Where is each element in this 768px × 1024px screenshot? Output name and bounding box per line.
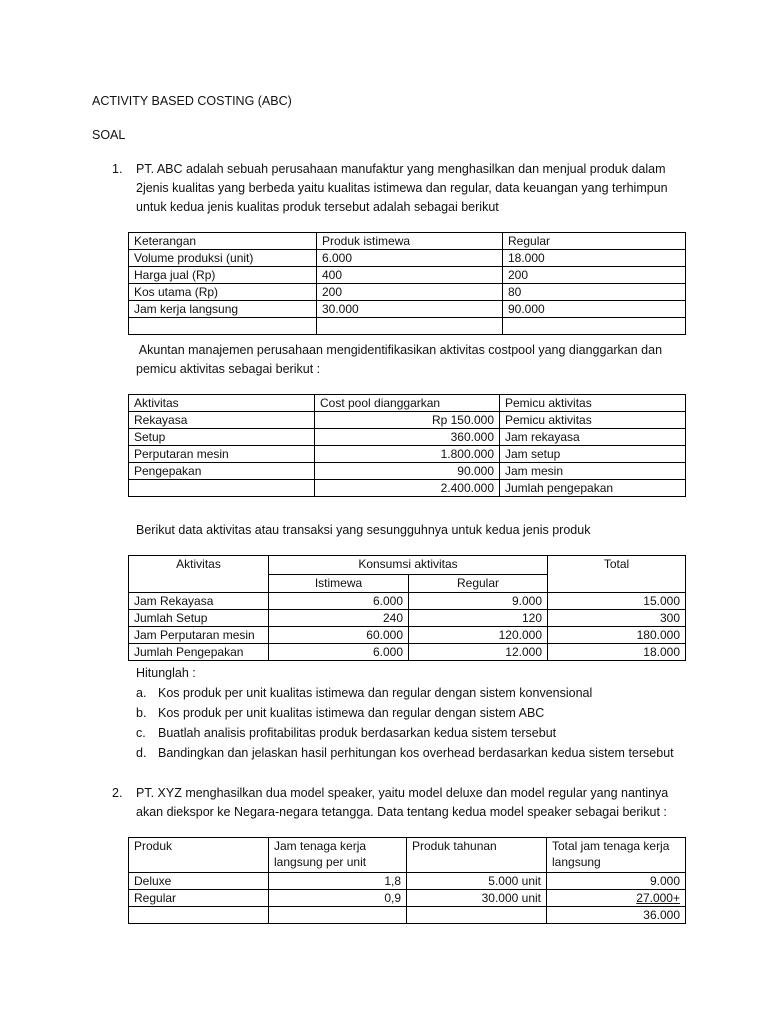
table-header-cell: Aktivitas — [129, 556, 269, 593]
table-row — [129, 429, 686, 446]
list-item-label: a. — [136, 686, 147, 700]
list-item-text: Kos produk per unit kualitas istimewa dan regular dengan sistem konvensional — [158, 686, 593, 700]
table-cell: 90.000 — [315, 463, 500, 480]
table-row — [129, 627, 686, 644]
table-row — [129, 907, 686, 924]
table-cell: 200 — [503, 267, 686, 284]
table-cell: Volume produksi (unit) — [129, 250, 317, 267]
table-cell — [269, 907, 407, 924]
table-row — [129, 480, 686, 497]
table-cell: Pemicu aktivitas — [500, 412, 686, 429]
table-cell: 180.000 — [548, 627, 686, 644]
table-cell: 12.000 — [409, 644, 548, 661]
table-header-cell: Istimewa — [269, 574, 409, 593]
table-cell: Jumlah pengepakan — [500, 480, 686, 497]
table-cell: Rp 150.000 — [315, 412, 500, 429]
table-cell: Regular — [129, 890, 269, 907]
table-header-cell — [547, 838, 686, 873]
table-cell: 36.000 — [547, 907, 686, 924]
table-cell: 6.000 — [317, 250, 503, 267]
table-header-cell: Regular — [503, 233, 686, 250]
table-header-cell: Pemicu aktivitas — [500, 395, 686, 412]
table-cell: Deluxe — [129, 873, 269, 890]
table-cell — [129, 907, 269, 924]
table-cell: 9.000 — [547, 873, 686, 890]
table-cell: 18.000 — [503, 250, 686, 267]
table-row — [129, 284, 686, 301]
table-cell — [503, 318, 686, 335]
list-item-text: Bandingkan dan jelaskan hasil perhitungan kos overhead berdasarkan kedua sistem tersebut — [158, 746, 674, 760]
table-cell: 200 — [317, 284, 503, 301]
table-row — [129, 412, 686, 429]
table-cell: Jam rekayasa — [500, 429, 686, 446]
table-header-row — [129, 556, 686, 575]
table-header-cell: Cost pool dianggarkan — [315, 395, 500, 412]
table-cell — [129, 318, 317, 335]
table-cell: 18.000 — [548, 644, 686, 661]
table-row — [129, 318, 686, 335]
table-header-line: Jam tenaga kerja — [274, 839, 367, 853]
table-cell: 6.000 — [269, 644, 409, 661]
table-row — [129, 890, 686, 907]
table-row — [129, 593, 686, 610]
q2-intro — [136, 784, 696, 822]
underlined-total: 27.000+ — [636, 891, 680, 905]
table-cell: 300 — [548, 610, 686, 627]
q2-intro-line: PT. XYZ menghasilkan dua model speaker, yaitu model deluxe dan model regular yang nantinya — [136, 786, 669, 800]
list-item-label: d. — [136, 746, 147, 760]
table-cell: 240 — [269, 610, 409, 627]
table-header-line: Total jam tenaga kerja — [552, 839, 670, 853]
table-header-cell: Produk istimewa — [317, 233, 503, 250]
table-row — [129, 610, 686, 627]
table-header-cell: Produk — [129, 838, 269, 873]
table-cell: Rekayasa — [129, 412, 315, 429]
table-header-row — [129, 838, 686, 873]
table-cell: 80 — [503, 284, 686, 301]
table-cell: Kos utama (Rp) — [129, 284, 317, 301]
table-row — [129, 644, 686, 661]
q1-intro — [136, 160, 696, 217]
table-header-cell: Konsumsi aktivitas — [269, 556, 548, 575]
hitunglah-label: Hitunglah : — [136, 666, 196, 680]
list-item-label: b. — [136, 706, 147, 720]
table-cell: Jam setup — [500, 446, 686, 463]
q2-intro-line: akan diekspor ke Negara-negara tetangga. Data tentang kedua model speaker sebagai berikut : — [136, 805, 667, 819]
q1-intro-line: PT. ABC adalah sebuah perusahaan manufaktur yang menghasilkan dan menjual produk dalam — [136, 162, 666, 176]
table-cell: 6.000 — [269, 593, 409, 610]
table-row — [129, 463, 686, 480]
table-row — [129, 873, 686, 890]
list-item-text: Buatlah analisis profitabilitas produk berdasarkan kedua sistem tersebut — [158, 726, 557, 740]
table-cell: 5.000 unit — [407, 873, 547, 890]
table-cell: 60.000 — [269, 627, 409, 644]
table-cell: 120.000 — [409, 627, 548, 644]
table-row — [129, 250, 686, 267]
table-cell: 30.000 — [317, 301, 503, 318]
table-header-cell: Keterangan — [129, 233, 317, 250]
table-cell: 90.000 — [503, 301, 686, 318]
table-header-row — [129, 395, 686, 412]
table-cell: Pengepakan — [129, 463, 315, 480]
q1-actual-data-intro: Berikut data aktivitas atau transaksi yang sesungguhnya untuk kedua jenis produk — [136, 523, 591, 537]
table-cell: Jam kerja langsung — [129, 301, 317, 318]
table-cell — [407, 907, 547, 924]
list-item-text: Kos produk per unit kualitas istimewa dan regular dengan sistem ABC — [158, 706, 545, 720]
table-row — [129, 446, 686, 463]
q1-activity-line: pemicu aktivitas sebagai berikut : — [136, 362, 321, 376]
table-row — [129, 267, 686, 284]
table-header-line: langsung — [552, 855, 601, 869]
table-cell: Setup — [129, 429, 315, 446]
table-cell: 120 — [409, 610, 548, 627]
table-cell — [547, 890, 686, 907]
table-cell — [129, 480, 315, 497]
q1-activity-intro — [136, 341, 696, 379]
table-cell: Perputaran mesin — [129, 446, 315, 463]
table-cell: Jumlah Setup — [129, 610, 269, 627]
q1-intro-line: untuk kedua jenis kualitas produk tersebut adalah sebagai berikut — [136, 200, 499, 214]
table-header-cell: Produk tahunan — [407, 838, 547, 873]
table-header-cell: Regular — [409, 574, 548, 593]
table-cell: 15.000 — [548, 593, 686, 610]
activity-consumption-table — [128, 555, 686, 661]
table-row — [129, 301, 686, 318]
q2-number: 2. — [112, 786, 123, 800]
table-cell: 360.000 — [315, 429, 500, 446]
table-header-cell: Total — [548, 556, 686, 593]
table-cell: Jam mesin — [500, 463, 686, 480]
table-cell: 1.800.000 — [315, 446, 500, 463]
table-cell: 9.000 — [409, 593, 548, 610]
table-cell: 1,8 — [269, 873, 407, 890]
page-title: ACTIVITY BASED COSTING (ABC) — [92, 94, 292, 108]
table-cell: Jam Perputaran mesin — [129, 627, 269, 644]
table-header-row — [129, 233, 686, 250]
q1-number: 1. — [112, 162, 123, 176]
table-header-cell — [269, 838, 407, 873]
soal-heading: SOAL — [92, 128, 126, 142]
product-data-table — [128, 232, 686, 335]
table-header-line: langsung per unit — [274, 855, 367, 869]
table-cell: 0,9 — [269, 890, 407, 907]
table-cell: Harga jual (Rp) — [129, 267, 317, 284]
list-item-label: c. — [136, 726, 146, 740]
q1-activity-line: Akuntan manajemen perusahaan mengidentifikasikan aktivitas costpool yang dianggarkan dan — [136, 343, 663, 357]
table-cell: 30.000 unit — [407, 890, 547, 907]
table-cell — [317, 318, 503, 335]
cost-pool-table — [128, 394, 686, 497]
table-cell: Jumlah Pengepakan — [129, 644, 269, 661]
table-cell: 2.400.000 — [315, 480, 500, 497]
table-header-cell: Aktivitas — [129, 395, 315, 412]
q1-intro-line: 2jenis kualitas yang berbeda yaitu kualitas istimewa dan regular, data keuangan yang terhimpun — [136, 181, 668, 195]
table-cell: 400 — [317, 267, 503, 284]
table-cell: Jam Rekayasa — [129, 593, 269, 610]
speaker-labor-table — [128, 837, 686, 924]
